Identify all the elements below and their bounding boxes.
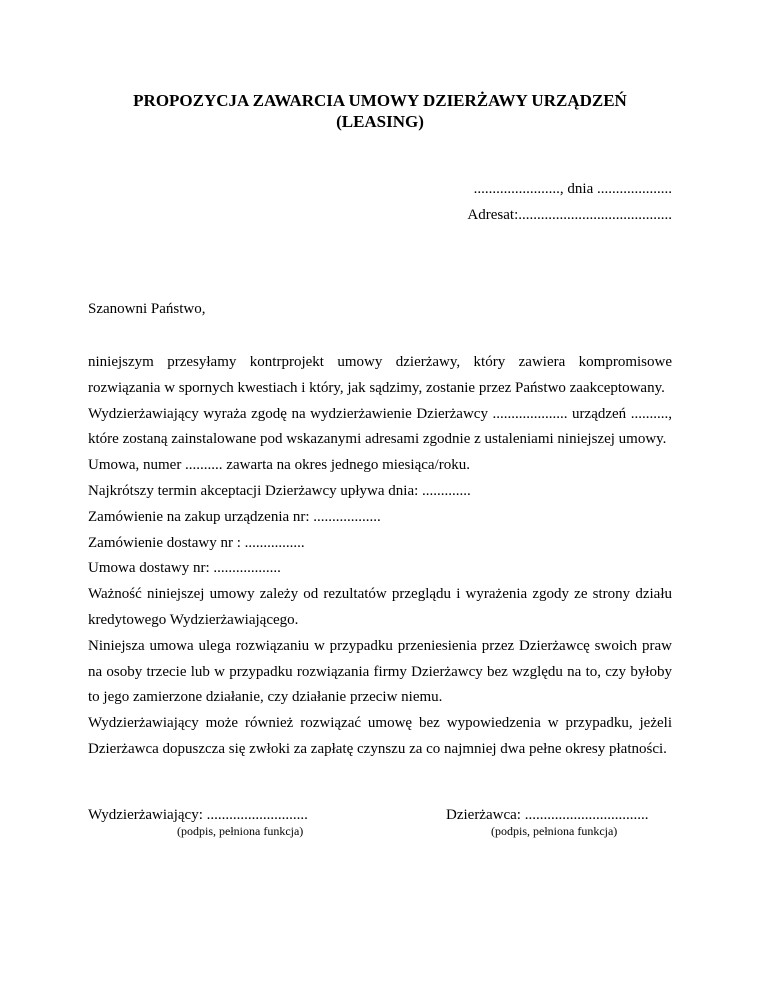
signature-lessee-label: Dzierżawca: .................................	[446, 807, 649, 823]
signature-lessee-caption: (podpis, pełniona funkcja)	[491, 824, 618, 838]
signature-lessor	[88, 806, 328, 838]
signature-lessor-label: Wydzierżawiający: ...........................	[88, 807, 308, 823]
signature-lessor-caption: (podpis, pełniona funkcja)	[177, 824, 304, 838]
signature-lessee	[446, 806, 686, 838]
paragraph-contract-number: Umowa, numer .......... zawarta na okres jednego miesiąca/roku.	[88, 457, 470, 474]
paragraph-delivery-contract: Umowa dostawy nr: ..................	[88, 560, 281, 577]
title-line-2: (LEASING)	[336, 112, 424, 131]
paragraph-acceptance-deadline: Najkrótszy termin akceptacji Dzierżawcy upływa dnia: .............	[88, 482, 471, 499]
paragraph-termination-without-notice: Wydzierżawiający może również rozwiązać umowę bez wypowiedzenia w przypadku, jeżeli Dzierżawca dopuszcza się zwłoki za zapłatę czynszu za co najmniej dwa pełne okresy płatności.	[88, 715, 672, 757]
letter-body	[88, 350, 672, 763]
addressee-line: Adresat:.........................................	[467, 207, 672, 223]
paragraph-consent: Wydzierżawiający wyraża zgodę na wydzierżawienie Dzierżawcy .................... urządzeń .........., które zostaną zainstalowane pod wskazanymi adresami zgodnie z ustaleniami niniejszej umowy.	[88, 405, 672, 448]
document-title	[88, 90, 672, 132]
place-date-line: ......................., dnia ....................	[473, 181, 672, 197]
paragraph-delivery-order: Zamówienie dostawy nr : ................	[88, 534, 305, 551]
paragraph-purchase-order: Zamówienie na zakup urządzenia nr: ..................	[88, 508, 381, 525]
title-line-1: PROPOZYCJA ZAWARCIA UMOWY DZIERŻAWY URZĄDZEŃ	[133, 91, 627, 110]
greeting: Szanowni Państwo,	[88, 301, 206, 317]
paragraph-termination: Niniejsza umowa ulega rozwiązaniu w przypadku przeniesienia przez Dzierżawcę swoich praw na osoby trzecie lub w przypadku rozwiązania firmy Dzierżawcy bez względu na to, czy byłoby to jego zamierzone działanie, czy działanie przeciw niemu.	[88, 637, 672, 706]
paragraph-intro: niniejszym przesyłamy kontrprojekt umowy dzierżawy, który zawiera kompromisowe rozwiązania w spornych kwestiach i który, jak sądzimy, zostanie przez Państwo zaakceptowany.	[88, 354, 672, 396]
paragraph-validity: Ważność niniejszej umowy zależy od rezultatów przeglądu i wyrażenia zgody ze strony działu kredytowego Wydzierżawiającego.	[88, 586, 672, 628]
